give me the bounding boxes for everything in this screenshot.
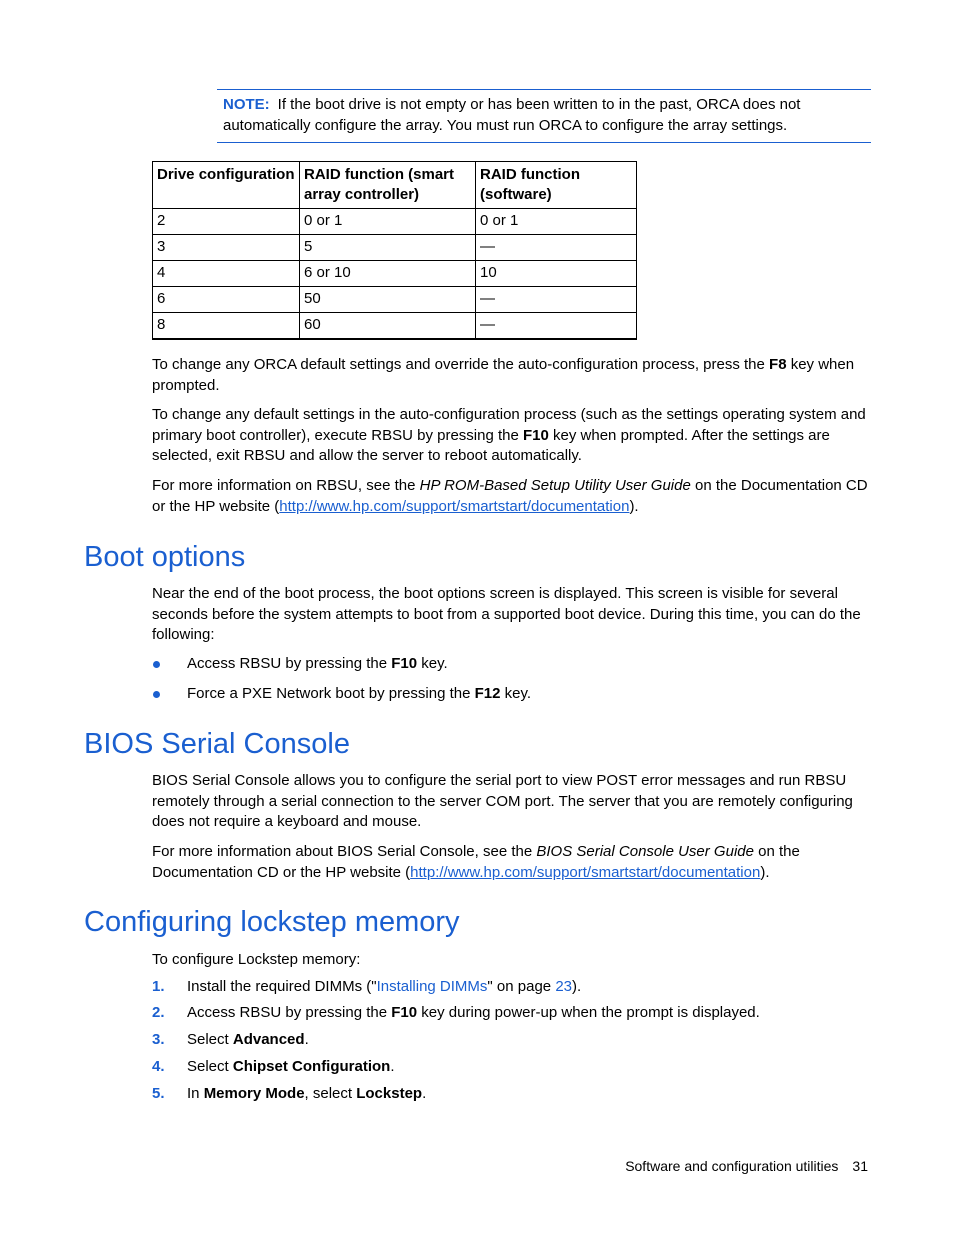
installing-dimms-link[interactable]: Installing DIMMs: [376, 978, 488, 995]
orca-f8-paragraph: To change any ORCA default settings and override the auto-configuration process, press the F8 key when prompted.: [152, 356, 855, 394]
lockstep-heading: Configuring lockstep memory: [84, 906, 460, 938]
table-header-row: [153, 162, 637, 209]
table-cell: 60: [300, 313, 476, 340]
table-cell: 0 or 1: [300, 209, 476, 235]
rbsu-f10-paragraph: To change any default settings in the auto-configuration process (such as the settings operating system and primary boot controller), execute RBSU by pressing the F10 key when prompted. After the settings are selected, exit RBSU and allow the server to reboot automatically.: [152, 406, 866, 464]
step-number: 4.: [152, 1058, 165, 1075]
table-row: [153, 209, 637, 235]
table-cell: 3: [153, 235, 300, 261]
raid-table: [152, 161, 637, 340]
page-23-link[interactable]: 23: [555, 978, 572, 995]
guide-title: BIOS Serial Console User Guide: [536, 843, 754, 860]
table-cell: —: [476, 313, 637, 340]
bullet-icon: [153, 691, 160, 698]
step-number: 5.: [152, 1085, 165, 1102]
page-footer: [625, 1158, 868, 1174]
hp-documentation-link[interactable]: http://www.hp.com/support/smartstart/documentation: [279, 497, 630, 515]
hp-documentation-link[interactable]: http://www.hp.com/support/smartstart/documentation: [410, 863, 761, 881]
boot-options-heading: Boot options: [84, 541, 246, 573]
bios-intro-paragraph: BIOS Serial Console allows you to configure the serial port to view POST error messages and run RBSU remotely through a serial connection to the server COM port. The server that you are remotely configuring does not require a keyboard and mouse.: [152, 772, 853, 830]
table-row: [153, 287, 637, 313]
table-row: [153, 235, 637, 261]
bios-info-paragraph: For more information about BIOS Serial Console, see the BIOS Serial Console User Guide on the Documentation CD or the HP website (http://www.hp.com/support/smartstart/documentation).: [152, 843, 800, 881]
key-f10: F10: [523, 426, 549, 444]
table-cell: 6 or 10: [300, 261, 476, 287]
table-cell: 2: [153, 209, 300, 235]
table-row: [153, 261, 637, 287]
bullet-icon: [153, 661, 160, 668]
note-label: NOTE:: [223, 96, 270, 113]
step-number: 1.: [152, 978, 165, 995]
table-header-cell: RAID function (smart array controller): [300, 162, 476, 209]
bios-serial-console-heading: BIOS Serial Console: [84, 728, 350, 760]
lockstep-intro: To configure Lockstep memory:: [152, 951, 361, 968]
table-header-cell: Drive configuration: [153, 162, 300, 209]
table-cell: 4: [153, 261, 300, 287]
boot-options-intro: Near the end of the boot process, the boot options screen is displayed. This screen is visible for several seconds before the system attempts to boot from a supported boot device. During this time, you can do the following:: [152, 585, 861, 643]
step-number: 3.: [152, 1031, 165, 1048]
step-number: 2.: [152, 1004, 165, 1021]
table-cell: 6: [153, 287, 300, 313]
table-cell: 10: [476, 261, 637, 287]
note-box: [217, 89, 871, 143]
footer-section-title: Software and configuration utilities: [625, 1158, 839, 1174]
guide-title: HP ROM-Based Setup Utility User Guide: [419, 477, 691, 494]
page-number: 31: [852, 1158, 868, 1174]
note-text: If the boot drive is not empty or has been written to in the past, ORCA does not automatically configure the array. You must run ORCA to configure the array settings.: [223, 96, 801, 134]
table-cell: 5: [300, 235, 476, 261]
table-cell: —: [476, 235, 637, 261]
table-cell: 50: [300, 287, 476, 313]
table-cell: 0 or 1: [476, 209, 637, 235]
table-header-cell: RAID function (software): [476, 162, 637, 209]
table-cell: 8: [153, 313, 300, 340]
key-f8: F8: [769, 356, 787, 373]
table-row: [153, 313, 637, 340]
rbsu-info-paragraph: For more information on RBSU, see the HP ROM-Based Setup Utility User Guide on the Documentation CD or the HP website (http://www.hp.com/support/smartstart/documentation).: [152, 477, 868, 515]
table-cell: —: [476, 287, 637, 313]
